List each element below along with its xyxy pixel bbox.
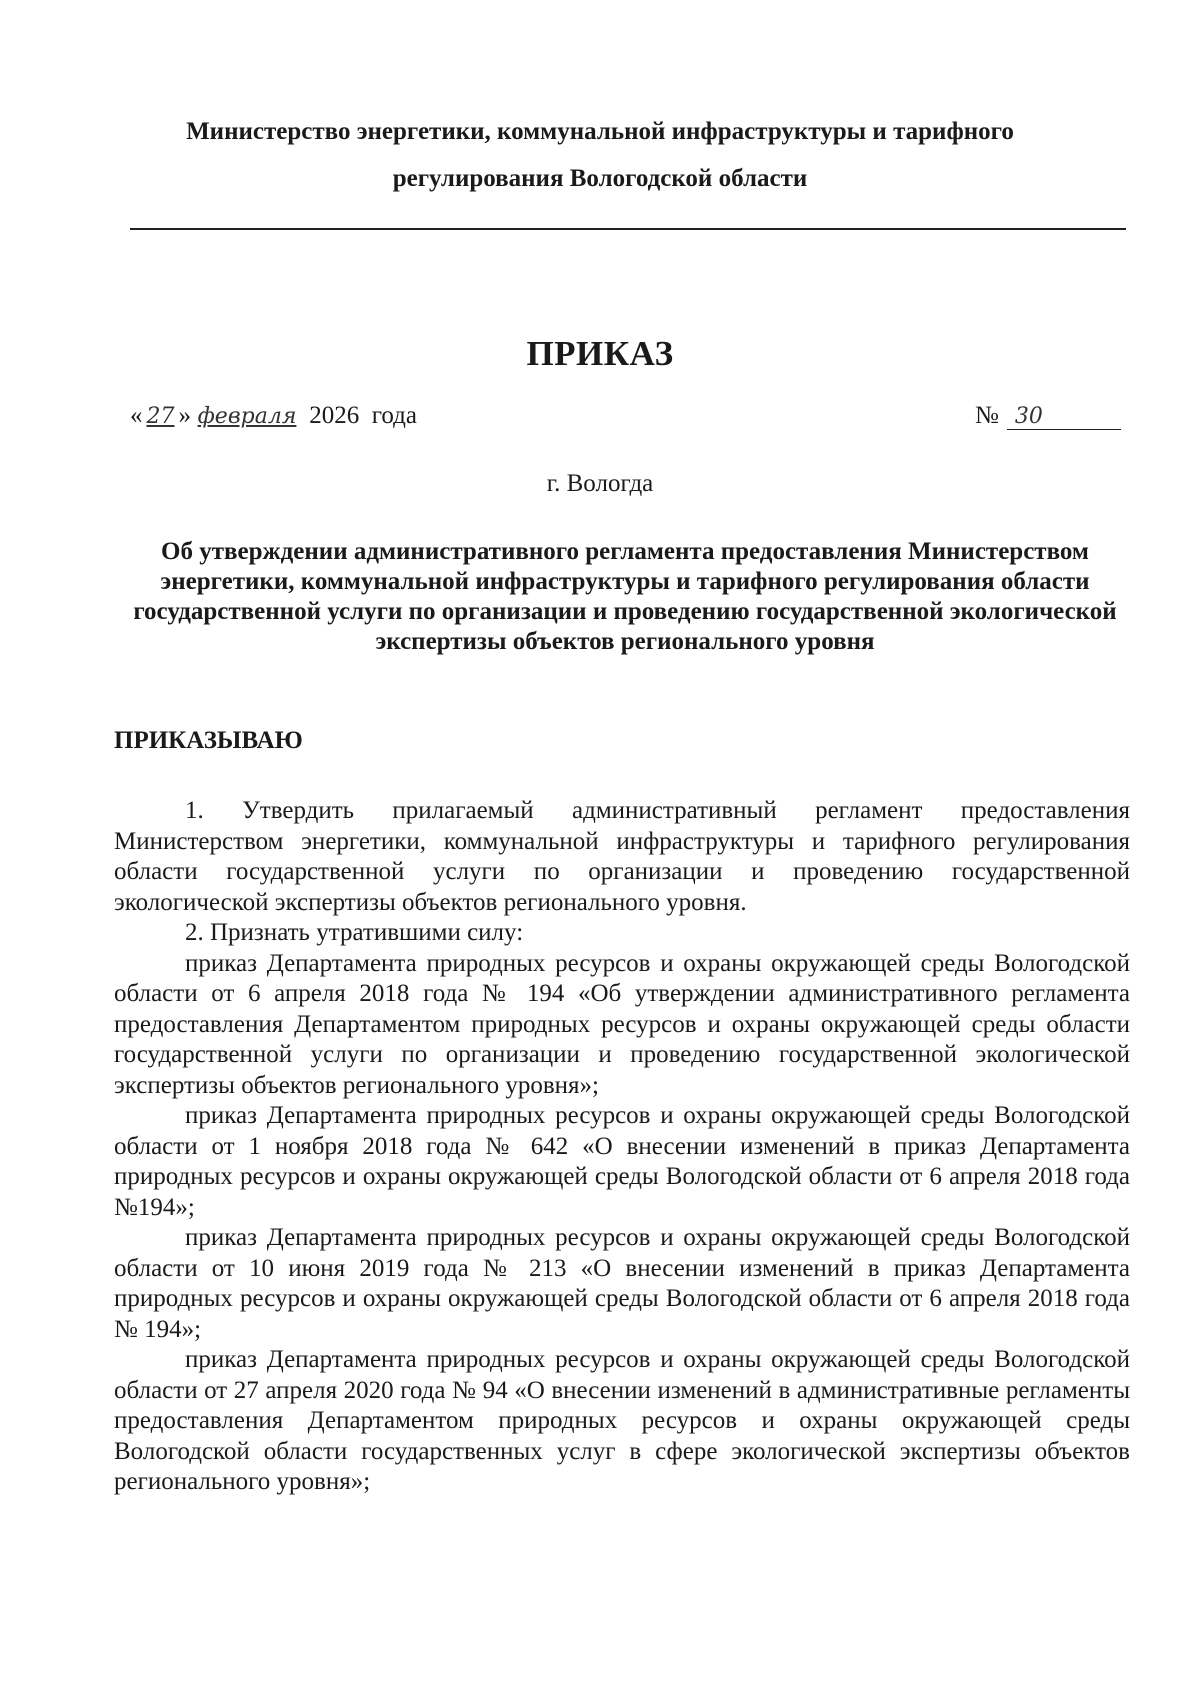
date-year: 2026 года [309,402,417,429]
order-body [114,796,1130,1498]
date-open-quote: « [130,402,143,429]
order-subject: Об утверждении административного регламента предоставления Министерством энергетики, коммунальной инфраструктуры и тарифного регулирования области государственной услуги по организации и проведению государственной экологической экспертизы объектов регионального уровня [133,538,1117,655]
paragraph-repeal-intro: 2. Признать утратившими силу: [185,919,524,946]
order-date [130,402,417,430]
paragraph-repealed-order-3: приказ Департамента природных ресурсов и охраны окружающей среды Вологодской области от 10 июня 2019 года № 213 «О внесении изменений в приказ Департамента природных ресурсов и охраны окружающей среды Вологодской области от 6 апреля 2018 года № 194»; [114,1224,1130,1343]
ministry-line-1: Министерство энергетики, коммунальной инфраструктуры и тарифного [186,118,1014,145]
number-label: № [975,402,999,429]
paragraph-repealed-order-4: приказ Департамента природных ресурсов и охраны окружающей среды Вологодской области от 27 апреля 2020 года № 94 «О внесении изменений в административные регламенты предоставления Департаментом природных ресурсов и охраны окружающей среды Вологодской области государственных услуг в сфере экологической экспертизы объектов регионального уровня»; [114,1346,1130,1495]
ministry-line-2: регулирования Вологодской области [392,165,808,192]
paragraph-approve: 1. Утвердить прилагаемый административный регламент предоставления Министерством энергетики, коммунальной инфраструктуры и тарифного регулирования области государственной услуги по организации и проведению государственной экологической экспертизы объектов регионального уровня. [114,797,1130,916]
paragraph-repealed-order-2: приказ Департамента природных ресурсов и охраны окружающей среды Вологодской области от 1 ноября 2018 года № 642 «О внесении изменений в приказ Департамента природных ресурсов и охраны окружающей среды Вологодской области от 6 апреля 2018 года №194»; [114,1102,1130,1221]
date-day-handwritten: 27 [146,404,175,429]
ministry-header [120,108,1080,202]
order-city: г. Вологда [546,470,654,497]
decree-heading: ПРИКАЗЫВАЮ [114,727,303,754]
date-month-handwritten: февраля [197,404,297,429]
number-value-handwritten: 30 [1007,404,1121,430]
order-number [975,402,1121,430]
order-title: ПРИКАЗ [526,334,674,373]
date-close-quote: » [178,402,191,429]
paragraph-repealed-order-1: приказ Департамента природных ресурсов и охраны окружающей среды Вологодской области от 6 апреля 2018 года № 194 «Об утверждении административного регламента предоставления Департаментом природных ресурсов и охраны окружающей среды области государственной услуги по организации и проведению государственной экологической экспертизы объектов регионального уровня»; [114,949,1130,1099]
header-divider [130,228,1126,230]
